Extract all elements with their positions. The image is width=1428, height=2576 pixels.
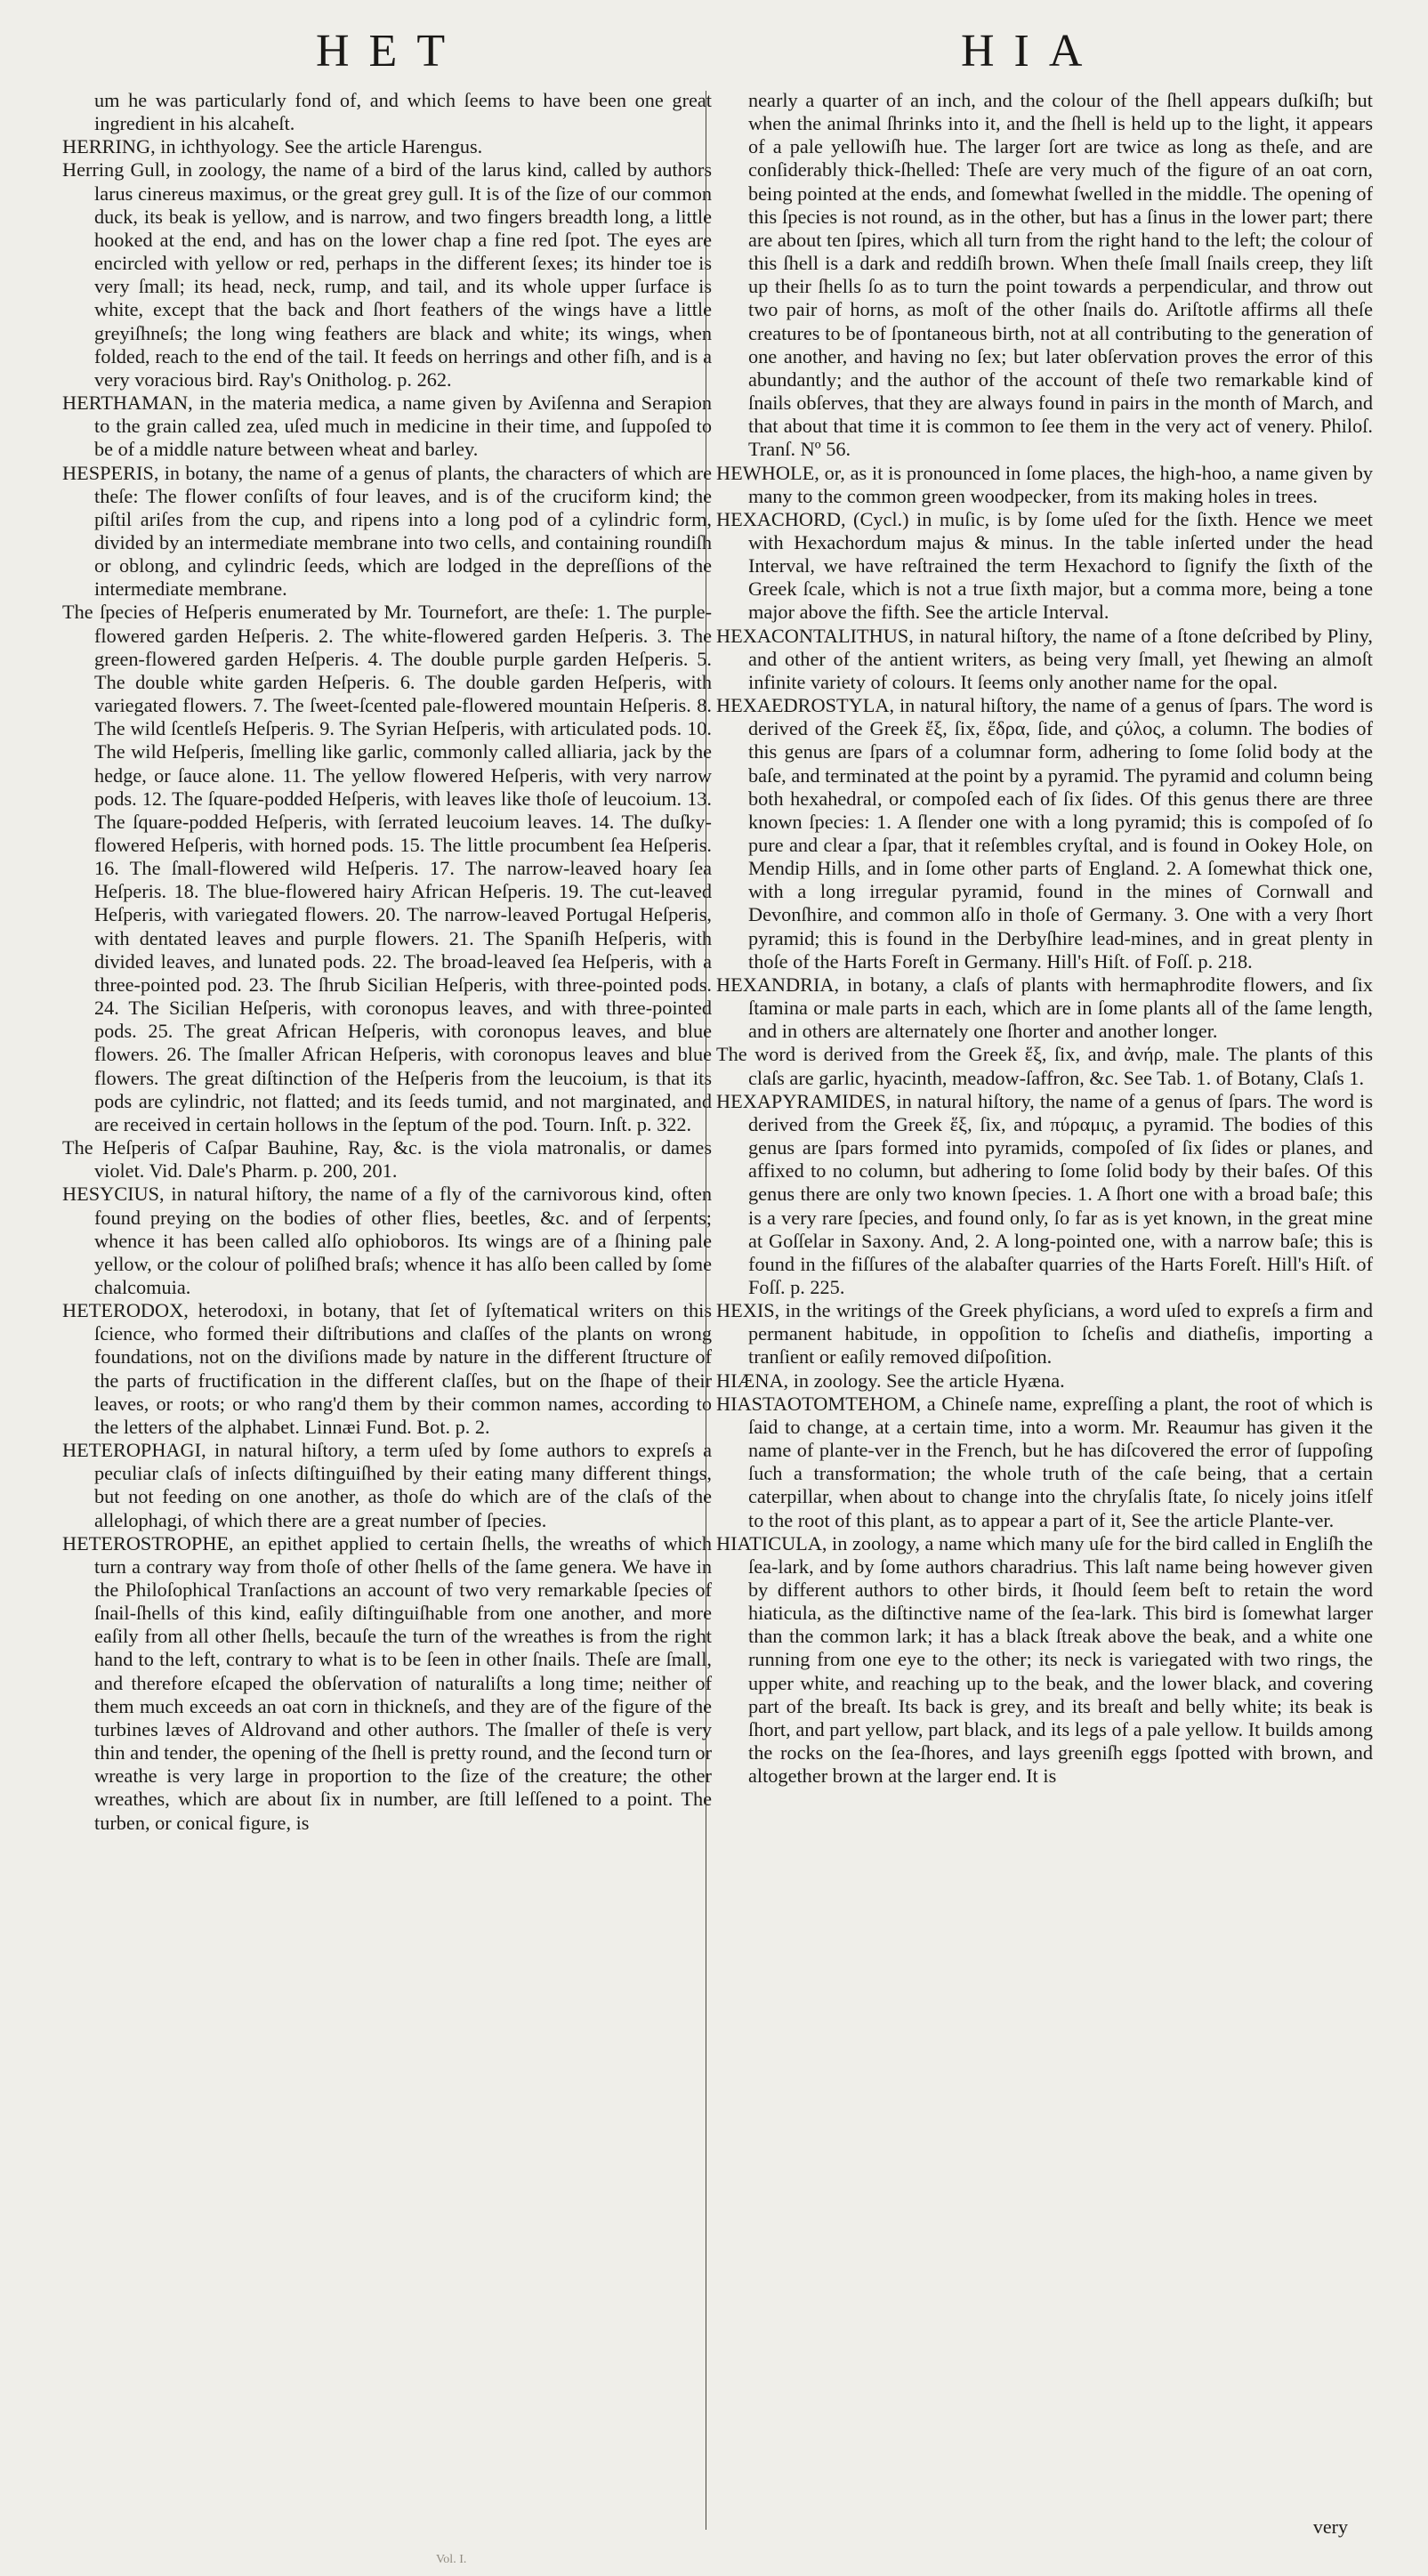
dictionary-entry: HESYCIUS, in natural hiſtory, the name of a fly of the carnivorous kind, often found preying on the bodies of other flies, beetles, &c. and of ſerpents; whence it has been called alſo ophioboros. Its wings are of a ſhining pale yellow, or the colour of poliſhed braſs; whence it has alſo been called by ſome chalcomuia. [62, 1183, 712, 1298]
dictionary-entry: HEXAPYRAMIDES, in natural hiſtory, the name of a genus of ſpars. The word is derived from the Greek ἕξ, ſix, and πύραμις, a pyramid. The bodies of this genus are ſpars formed into pyramids, compoſed of ſix ſides or planes, and affixed to no column, but adhering to ſome ſolid body by their baſes. Of this genus there are only two known ſpecies. 1. A ſhort one with a broad baſe; this is a very rare ſpecies, and found only, ſo far as is yet known, in the great mine at Goſſelar in Saxony. And, 2. A long-pointed one, with a narrow baſe; this is found in the fiſſures of the alabaſter quarries of the Harts Foreſt. Hill's Hiſt. of Foſſ. p. 225. [716, 1089, 1373, 1298]
catchword: very [1312, 2515, 1348, 2538]
dictionary-entry: HEXACHORD, (Cycl.) in muſic, is by ſome uſed for the ſixth. Hence we meet with Hexachordum majus & minus. In the table inſerted under the head Interval, we have reſtrained the term Hexachord to ſignify the ſixth of the Greek ſcale, which is not a true ſixth major, but a comma more, being a tone major above the fifth. See the article Interval. [716, 507, 1373, 624]
dictionary-entry: HEXANDRIA, in botany, a claſs of plants with hermaphrodite flowers, and ſix ſtamina or male parts in each, which are in ſome plants all of the ſame length, and in others are alternately one ſhorter and another longer. [716, 973, 1373, 1043]
dictionary-entry: HERRING, in ichthyology. See the article Harengus. [62, 135, 483, 158]
dictionary-entry: HEXAEDROSTYLA, in natural hiſtory, the name of a genus of ſpars. The word is derived of the Greek ἕξ, ſix, ἕδρα, ſide, and ϛύλος, a column. The bodies of this genus are ſpars of a columnar form, adhering to ſome ſolid body at the baſe, and terminated at the point by a pyramid. The pyramid and column being both hexahedral, or compoſed each of ſix ſides. Of this genus there are three known ſpecies: 1. A ſlender one with a long pyramid; this is compoſed of ſo pure and clear a ſpar, that it reſembles cryſtal, and is found in Ookey Hole, on Mendip Hills, and in ſome other parts of England. 2. A ſomewhat thick one, with a long irregular pyramid, found in the mines of Cornwall and Devonſhire, and common alſo in thoſe of Germany. 3. One with a very ſhort pyramid; this is found in the Derbyſhire lead-mines, and in great plenty in thoſe of the Harts Foreſt in Germany. Hill's Hiſt. of Foſſ. p. 218. [716, 694, 1373, 973]
paragraph: nearly a quarter of an inch, and the colour of the ſhell appears duſkiſh; but when the animal ſhrinks into it, and the ſhell is held up to the light, it appears of a pale yellowiſh hue. The larger ſort are twice as long as theſe, and are conſiderably thick-ſhelled: Theſe are very much of the figure of an oat corn, being pointed at the ends, and ſomewhat ſwelled in the middle. The opening of this ſpecies is not round, as in the other, but has a ſinus in the lower part; there are about ten ſpires, which all turn from the right hand to the left; the colour of this ſhell is a dark and reddiſh brown. When theſe ſmall ſnails creep, they liſt up their ſhells ſo as to turn the point towards a perpendicular, and throw out two pair of horns, as moſt of the other ſnails do. Ariſtotle affirms all theſe creatures to be of ſpontaneous birth, not at all contributing to the generation of one another, and having no ſex; but later obſervation proves the error of this abundantly; and the author of the account of theſe two remarkable kind of ſnails obſerves, that they are always found in pairs in the month of March, and that about that time it is common to ſee them in the very act of venery. Philoſ. Tranſ. Nº 56. [748, 89, 1373, 461]
dictionary-entry: HERTHAMAN, in the materia medica, a name given by Aviſenna and Serapion to the grain called zea, uſed much in medicine in their time, and ſuppoſed to be of a middle nature between wheat and barley. [62, 392, 712, 461]
paragraph: The ſpecies of Heſperis enumerated by Mr. Tournefort, are theſe: 1. The purple-flowered garden Heſperis. 2. The white-flowered garden Heſperis. 3. The green-flowered garden Heſperis. 4. The double purple garden Heſperis. 5. The double white garden Heſperis. 6. The double garden Heſperis, with variegated flowers. 7. The ſweet-ſcented pale-flowered mountain Heſperis. 8. The wild ſcentleſs Heſperis. 9. The Syrian Heſperis, with articulated pods. 10. The wild Heſperis, ſmelling like garlic, commonly called alliaria, jack by the hedge, or ſauce alone. 11. The yellow flowered Heſperis, with very narrow pods. 12. The ſquare-podded Heſperis, with leaves like thoſe of leucoium. 13. The ſquare-podded Heſperis, with ſerrated leucoium leaves. 14. The duſky-flowered Heſperis, with horned pods. 15. The little procumbent ſea Heſperis. 16. The ſmall-flowered wild Heſperis. 17. The narrow-leaved hoary ſea Heſperis. 18. The blue-flowered hairy African Heſperis. 19. The cut-leaved Heſperis, with variegated flowers. 20. The narrow-leaved Portugal Heſperis, with dentated leaves and purple flowers. 21. The Spaniſh Heſperis, with divided leaves, and lunated pods. 22. The broad-leaved ſea Heſperis, with a three-pointed pod. 23. The ſhrub Sicilian Heſperis, with three-pointed pods. 24. The Sicilian Heſperis, with coronopus leaves, and with three-pointed pods. 25. The great African Heſperis, with coronopus leaves, and blue flowers. 26. The ſmaller African Heſperis, with coronopus leaves and blue flowers. The great diſtinction of the Heſperis from the leucoium, is that its pods are cylindric, not flatted; and its ſeeds tumid, and not marginated, and are received in certain hollows in the ſeptum of the pod. Tourn. Inſt. p. 322. [62, 601, 712, 1135]
paragraph: The Heſperis of Caſpar Bauhine, Ray, &c. is the viola matronalis, or dames violet. Vid. Dale's Pharm. p. 200, 201. [62, 1136, 712, 1183]
left-column [62, 89, 712, 1835]
dictionary-entry: HEXIS, in the writings of the Greek phyſicians, a word uſed to expreſs a firm and permanent habitude, in oppoſition to ſcheſis and diatheſis, importing a tranſient or eaſily removed diſpoſition. [716, 1299, 1373, 1369]
signature-mark: Vol. I. [436, 2553, 467, 2566]
dictionary-entry: HETEROPHAGI, in natural hiſtory, a term uſed by ſome authors to expreſs a peculiar claſs of inſects diſtinguiſhed by their eating many different things, but not feeding on one another, as thoſe do which are of the claſs of the allelophagi, of which there are a great number of ſpecies. [62, 1439, 712, 1531]
dictionary-entry: Herring Gull, in zoology, the name of a bird of the larus kind, called by authors larus cinereus maximus, or the great grey gull. It is of the ſize of our common duck, its beak is yellow, and is narrow, and two fingers breadth long, a little hooked at the end, and has on the lower chap a fine red ſpot. The eyes are encircled with yellow or red, perhaps in the different ſexes; its hinder toe is very ſmall; its head, neck, rump, and tail, and its whole upper ſurface is white, except that the back and ſhort feathers of the wings have a little greyiſhneſs; the long wing feathers are black and white; its wings, when folded, reach to the end of the tail. It feeds on herrings and other fiſh, and is a very voracious bird. Ray's Onitholog. p. 262. [62, 158, 712, 391]
dictionary-entry: HETERODOX, heterodoxi, in botany, that ſet of ſyſtematical writers on this ſcience, who formed their diſtributions and claſſes of the plants on wrong foundations, not on the diviſions made by nature in the different ſtructure of the parts of fructification in the different claſſes, but on the ſhape of their leaves, or roots; or who rang'd them by their common names, according to the letters of the alphabet. Linnæi Fund. Bot. p. 2. [62, 1299, 712, 1438]
dictionary-entry: HESPERIS, in botany, the name of a genus of plants, the characters of which are theſe: The flower conſiſts of four leaves, and is of the cruciform kind; the piſtil ariſes from the cup, and ripens into a long pod of a cylindric form, divided by an intermediate membrane into two cells, and containing roundiſh or oblong, and cylindric ſeeds, which are lodged in the depreſſions of the intermediate membrane. [62, 461, 712, 601]
dictionary-entry: HIÆNA, in zoology. See the article Hyæna. [716, 1369, 1065, 1392]
running-head-left: HET [316, 26, 465, 77]
dictionary-entry: HEXACONTALITHUS, in natural hiſtory, the name of a ſtone deſcribed by Pliny, and other of the antient writers, as being very ſmall, yet ſhewing an almoſt infinite variety of colours. It ſeems only another name for the opal. [716, 624, 1373, 693]
paragraph: um he was particularly fond of, and which ſeems to have been one great ingredient in his alcaheſt. [94, 89, 712, 135]
dictionary-entry: HIASTAOTOMTEHOM, a Chineſe name, expreſſing a plant, the root of which is ſaid to change, at a certain time, into a worm. Mr. Reaumur has given it the name of plante-ver in the French, but he has diſcovered the error of ſuppoſing ſuch a transformation; the whole truth of the caſe being, that a certain caterpillar, when about to change into the chryſalis ſtate, ſo nicely joins itſelf to the root of this plant, as to appear a part of it, See the article Plante-ver. [716, 1392, 1373, 1531]
dictionary-entry: HETEROSTROPHE, an epithet applied to certain ſhells, the wreaths of which turn a contrary way from thoſe of other ſhells of the ſame genera. We have in the Philoſophical Tranſactions an account of two very remarkable ſpecies of ſnail-ſhells of this kind, eaſily diſtinguiſhable from one another, and more eaſily from all other ſhells, becauſe the turn of the wreathes is from the right hand to the left, contrary to what is to be ſeen in other ſnails. Theſe are ſmall, and therefore eſcaped the obſervation of naturaliſts a long time; neither of them much exceeds an oat corn in thickneſs, and they are of the figure of the turbines læves of Aldrovand and other authors. The ſmaller of theſe is very thin and tender, the opening of the ſhell is pretty round, and the ſecond turn or wreathe is very large in proportion to the ſize of the creature; the other wreathes, which are about ſix in number, are ſtill leſſened to a point. The turben, or conical figure, is [62, 1531, 712, 1834]
right-column [716, 89, 1373, 1788]
paragraph: The word is derived from the Greek ἕξ, ſix, and ἀνήρ, male. The plants of this claſs are garlic, hyacinth, meadow-ſaffron, &c. See Tab. 1. of Botany, Claſs 1. [716, 1043, 1373, 1089]
dictionary-entry: HIATICULA, in zoology, a name which many uſe for the bird called in Engliſh the ſea-lark, and by ſome authors charadrius. This laſt name being however given by different authors to other birds, it ſhould ſeem beſt to retain the word hiaticula, as the diſtinctive name of the ſea-lark. This bird is ſomewhat larger than the common lark; it has a black ſtreak above the beak, and a white one running from one eye to the other; its neck is variegated with two rings, the upper white, and reaching up to the beak, and the lower black, and covering part of the breaſt. Its back is grey, and its breaſt and belly white; its beak is ſhort, and part yellow, part black, and its legs of a pale yellow. It builds among the rocks on the ſea-ſhores, and lays greeniſh eggs ſpotted with brown, and altogether brown at the larger end. It is [716, 1531, 1373, 1788]
running-head-right: HIA [961, 26, 1102, 77]
dictionary-entry: HEWHOLE, or, as it is pronounced in ſome places, the high-hoo, a name given by many to the common green woodpecker, from its making holes in trees. [716, 461, 1373, 507]
